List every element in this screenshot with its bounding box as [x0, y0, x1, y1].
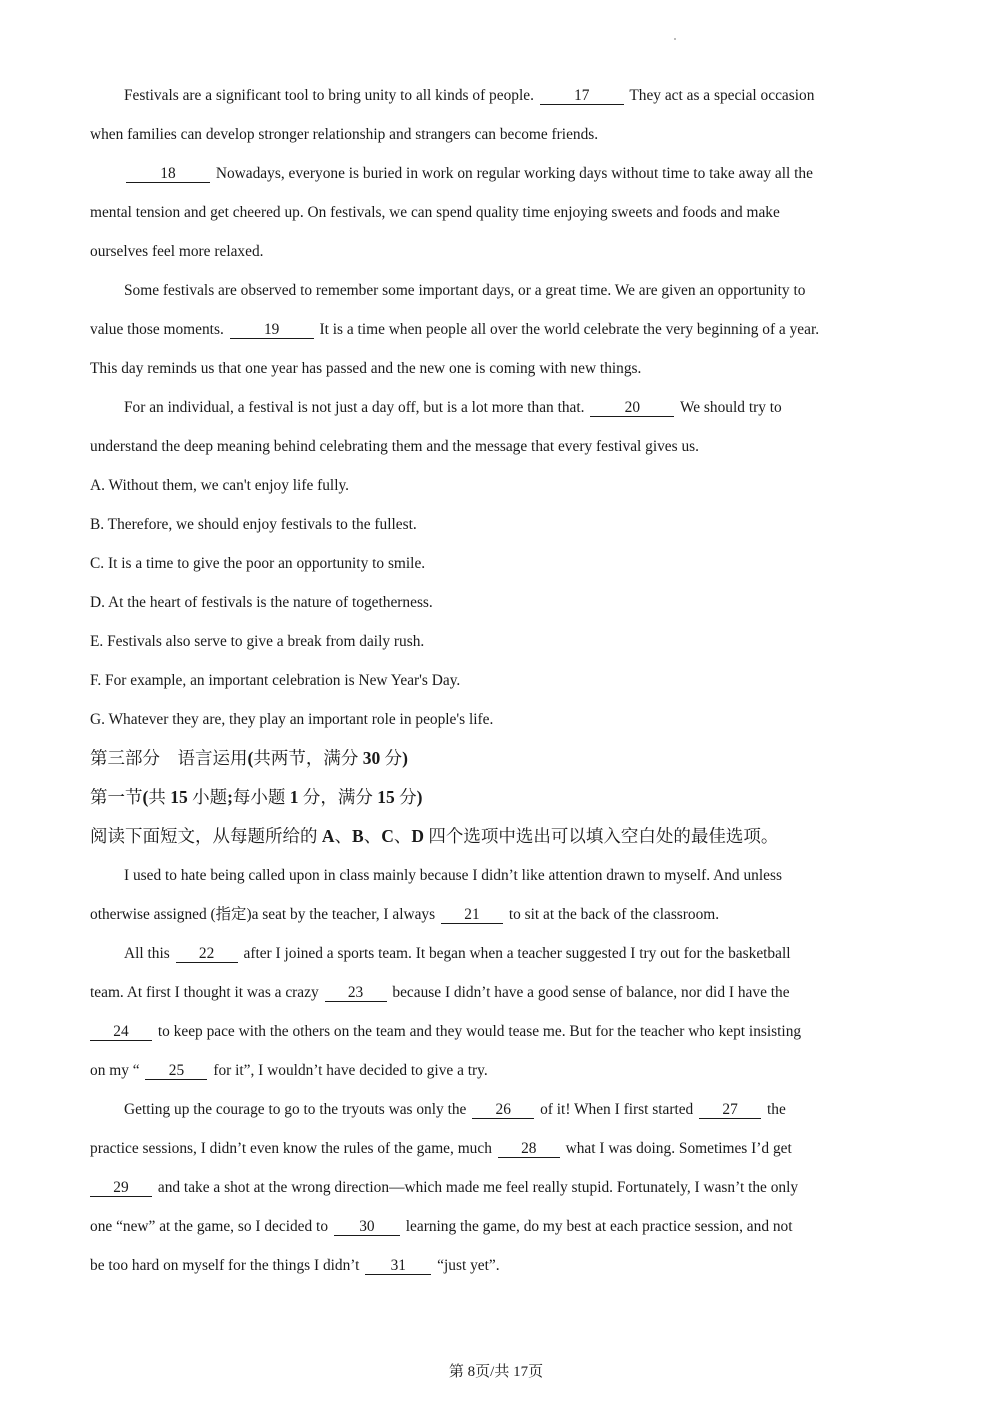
instruction-text: 阅读下面短文，从每题所给的 [90, 826, 322, 846]
text-line [90, 154, 905, 193]
option-f: F. For example, an important celebration is New Year's Day. [90, 672, 461, 689]
instruction-text: D [411, 826, 424, 846]
line-text: “just yet”. [437, 1257, 500, 1274]
text-line [90, 1090, 905, 1129]
line-text: All this [124, 945, 170, 962]
line-text: practice sessions, I didn’t even know the rules of the game, much [90, 1140, 492, 1157]
answer-blank: 26 [472, 1102, 534, 1119]
instruction-text: A [321, 826, 335, 846]
heading-text: 小题 [187, 787, 228, 807]
line-text: after I joined a sports team. It began when a teacher suggested I try out for the basketball [243, 945, 791, 962]
option-b: B. Therefore, we should enjoy festivals to the fullest. [90, 516, 417, 533]
section-heading [90, 739, 905, 778]
line-text: of it! When I first started [540, 1101, 694, 1118]
instruction-text: 、 [393, 826, 412, 846]
text-line [90, 1012, 905, 1051]
text-line [90, 973, 905, 1012]
line-text: value those moments. [90, 321, 224, 338]
line-text: what I was doing. Sometimes I’d get [565, 1140, 792, 1157]
answer-blank: 24 [90, 1024, 152, 1041]
scan-dot [674, 38, 676, 40]
line-text: be too hard on myself for the things I didn’t [90, 1257, 360, 1274]
text-line [90, 1129, 905, 1168]
instruction-text: C [381, 826, 394, 846]
line-text: to keep pace with the others on the team and they would tease me. But for the teacher who kept insisting [157, 1023, 802, 1040]
answer-blank: 28 [498, 1141, 560, 1158]
heading-text: 30 [362, 748, 381, 768]
answer-blank: 31 [365, 1258, 431, 1275]
page-number: 第 8页/共 17页 [448, 1364, 544, 1380]
answer-blank: 23 [325, 985, 387, 1002]
text-line [90, 1207, 905, 1246]
line-text: Festivals are a significant tool to bring unity to all kinds of people. [124, 87, 534, 104]
answer-blank: 17 [540, 88, 624, 105]
text-line: understand the deep meaning behind celebrating them and the message that every festival gives us. [90, 438, 700, 455]
heading-text: ( [247, 748, 254, 768]
heading-text: 第三部分 语言运用 [90, 748, 248, 768]
line-text: for it”, I wouldn’t have decided to give a try. [213, 1062, 488, 1079]
text-line: mental tension and get cheered up. On festivals, we can spend quality time enjoying sweets and foods and make [90, 204, 780, 221]
instruction-text: 、 [334, 826, 353, 846]
text-line: I used to hate being called upon in class mainly because I didn’t like attention drawn to myself. And unless [124, 867, 782, 884]
line-text: learning the game, do my best at each practice session, and not [405, 1218, 793, 1235]
line-text: team. At first I thought it was a crazy [90, 984, 319, 1001]
heading-text: 15 [170, 787, 188, 807]
answer-blank: 18 [126, 166, 210, 183]
text-line: Some festivals are observed to remember some important days, or a great time. We are given an opportunity to [124, 282, 806, 299]
answer-blank: 27 [699, 1102, 761, 1119]
answer-blank: 21 [441, 907, 503, 924]
option-c: C. It is a time to give the poor an opportunity to smile. [90, 555, 426, 572]
line-text: because I didn’t have a good sense of balance, nor did I have the [392, 984, 790, 1001]
instruction-text: 四个选项中选出可以填入空白处的最佳选项。 [423, 826, 779, 846]
line-text: the [766, 1101, 786, 1118]
answer-blank: 25 [145, 1063, 207, 1080]
text-line [90, 310, 905, 349]
heading-text: 每小题 [232, 787, 290, 807]
text-line: ourselves feel more relaxed. [90, 243, 264, 260]
answer-blank: 29 [90, 1180, 152, 1197]
text-line: This day reminds us that one year has passed and the new one is coming with new things. [90, 360, 642, 377]
text-line [90, 388, 905, 427]
text-line [90, 76, 905, 115]
heading-text: 15 [377, 787, 395, 807]
heading-text: 第一节 [90, 787, 143, 807]
heading-text: ) [416, 787, 423, 807]
answer-blank: 19 [230, 322, 314, 339]
line-text: one “new” at the game, so I decided to [90, 1218, 329, 1235]
answer-blank: 22 [176, 946, 238, 963]
heading-text: 1 [289, 787, 299, 807]
heading-text: ( [142, 787, 149, 807]
line-text: They act as a special occasion [629, 87, 815, 104]
instruction-text: 、 [363, 826, 382, 846]
heading-text: 共两节，满分 [253, 748, 363, 768]
answer-blank: 30 [334, 1219, 400, 1236]
heading-text: ) [402, 748, 408, 768]
line-text: on my “ [90, 1062, 140, 1079]
text-line [90, 934, 905, 973]
line-text: otherwise assigned (指定)a seat by the teacher, I always [90, 906, 436, 923]
heading-text: ; [227, 787, 233, 807]
option-e: E. Festivals also serve to give a break from daily rush. [90, 633, 425, 650]
option-d: D. At the heart of festivals is the nature of togetherness. [90, 594, 433, 611]
instruction [90, 817, 905, 856]
line-text: and take a shot at the wrong direction—which made me feel really stupid. Fortunately, I wasn’t the only [157, 1179, 799, 1196]
line-text: For an individual, a festival is not just a day off, but is a lot more than that. [124, 399, 585, 416]
subsection-heading [90, 778, 905, 817]
text-line [90, 895, 905, 934]
line-text: Getting up the courage to go to the tryouts was only the [124, 1101, 467, 1118]
line-text: to sit at the back of the classroom. [508, 906, 720, 923]
page-content [90, 76, 905, 1285]
text-line: when families can develop stronger relationship and strangers can become friends. [90, 126, 599, 143]
line-text: Nowadays, everyone is buried in work on regular working days without time to take away all the [215, 165, 813, 182]
text-line [90, 1168, 905, 1207]
heading-text: 共 [148, 787, 171, 807]
instruction-text: B [352, 826, 364, 846]
text-line [90, 1051, 905, 1090]
heading-text: 分 [394, 787, 417, 807]
heading-text: 分 [380, 748, 403, 768]
heading-text: 分，满分 [298, 787, 378, 807]
option-g: G. Whatever they are, they play an important role in people's life. [90, 711, 494, 728]
line-text: It is a time when people all over the world celebrate the very beginning of a year. [319, 321, 820, 338]
text-line [90, 1246, 905, 1285]
answer-blank: 20 [590, 400, 674, 417]
option-a: A. Without them, we can't enjoy life fully. [90, 477, 350, 494]
line-text: We should try to [679, 399, 782, 416]
